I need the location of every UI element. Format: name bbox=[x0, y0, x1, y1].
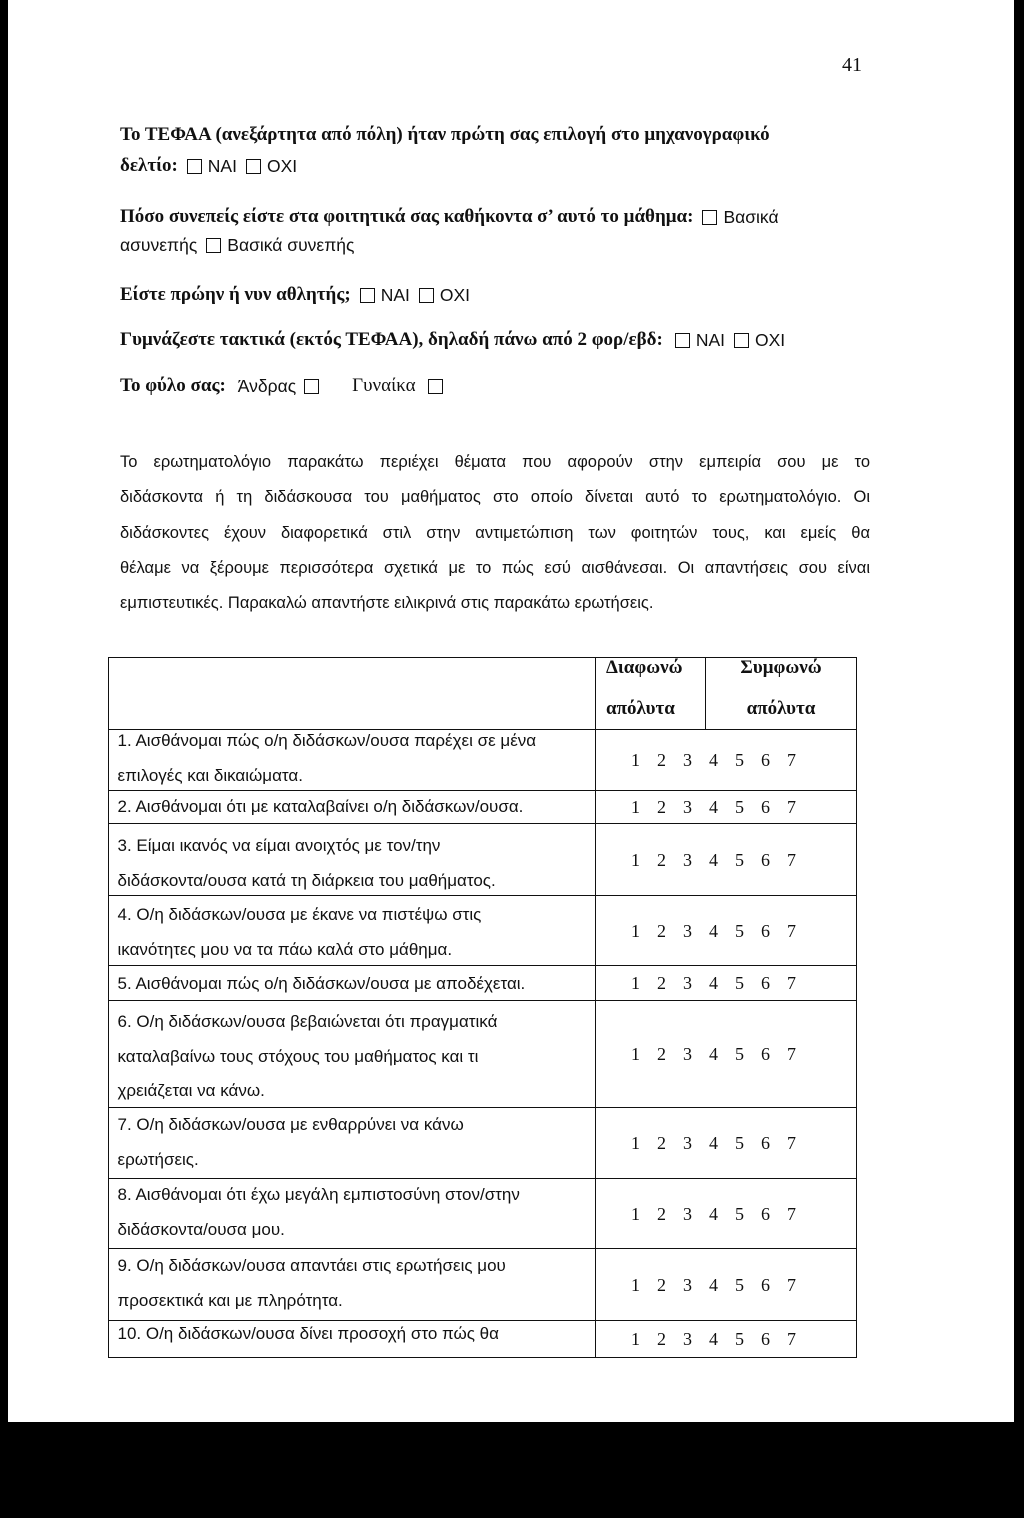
question-consistency bbox=[120, 205, 779, 229]
checkbox-no bbox=[734, 333, 749, 348]
rating-scale-value: 1 bbox=[631, 750, 640, 770]
option-no-label: ΟΧΙ bbox=[266, 156, 298, 176]
question-label: Είστε πρώην ή νυν αθλητής; bbox=[120, 284, 351, 305]
rating-scale-value: 7 bbox=[787, 1203, 796, 1224]
statement-text-line: ερωτήσεις. bbox=[117, 1149, 199, 1169]
checkbox-female bbox=[428, 379, 443, 394]
rating-scale-value: 3 bbox=[683, 1203, 692, 1224]
rating-scale-value: 7 bbox=[787, 1044, 796, 1064]
question-label: Το ΤΕΦΑΑ (ανεξάρτητα από πόλη) ήταν πρώτη σας επιλογή στο μηχανογραφικό bbox=[120, 124, 770, 145]
rating-scale-value: 6 bbox=[761, 1133, 770, 1153]
statement-text bbox=[118, 898, 596, 967]
rating-scale-value: 5 bbox=[735, 797, 744, 817]
rating-scale-value: 2 bbox=[657, 920, 666, 941]
rating-scale-value: 4 bbox=[709, 1133, 718, 1153]
question-first-choice bbox=[120, 123, 770, 147]
rating-scale-value: 1 bbox=[631, 1203, 640, 1224]
rating-scale-value: 1 bbox=[631, 1329, 640, 1349]
rating-scale-value: 6 bbox=[761, 973, 770, 993]
statement-text bbox=[118, 829, 596, 898]
rating-scale-value: 5 bbox=[735, 973, 744, 993]
table-row bbox=[109, 823, 856, 895]
header-disagree-line: Διαφωνώ bbox=[606, 657, 683, 678]
rating-scale-value: 4 bbox=[709, 920, 718, 941]
option-inconsistent-label: Βασικά bbox=[723, 207, 779, 227]
option-yes-label: ΝΑΙ bbox=[695, 330, 725, 350]
statement-cell bbox=[109, 896, 596, 965]
rating-scale-value: 2 bbox=[657, 1274, 666, 1295]
checkbox-male bbox=[304, 379, 319, 394]
statement-text bbox=[118, 1249, 596, 1318]
rating-scale-value: 6 bbox=[761, 920, 770, 941]
rating-table bbox=[108, 657, 857, 1358]
table-row bbox=[109, 1178, 856, 1248]
statement-cell bbox=[109, 1179, 596, 1248]
question-regular-exercise bbox=[120, 328, 785, 352]
rating-scale-value: 5 bbox=[735, 920, 744, 941]
rating-scale-value: 2 bbox=[657, 973, 666, 993]
rating-scale-value: 4 bbox=[709, 1329, 718, 1349]
rating-scale-value: 1 bbox=[631, 1133, 640, 1153]
rating-scale-value: 3 bbox=[683, 1133, 692, 1153]
rating-scale-value: 6 bbox=[761, 1274, 770, 1295]
option-female-label: Γυναίκα bbox=[352, 375, 416, 396]
question-athlete bbox=[120, 283, 470, 307]
checkbox-yes bbox=[187, 159, 202, 174]
statement-cell bbox=[109, 824, 596, 895]
rating-scale-value: 1 bbox=[631, 1044, 640, 1064]
header-scale-cell bbox=[596, 658, 856, 729]
checkbox-yes bbox=[675, 333, 690, 348]
question-gender bbox=[120, 374, 449, 398]
rating-scale-value: 2 bbox=[657, 797, 666, 817]
option-yes-label: ΝΑΙ bbox=[380, 285, 410, 305]
rating-scale-value: 2 bbox=[657, 1329, 666, 1349]
rating-scale-value: 7 bbox=[787, 849, 796, 870]
rating-scale-value: 7 bbox=[787, 973, 796, 993]
rating-scale-cell bbox=[596, 1249, 856, 1320]
statement-text-line: χρειάζεται να κάνω. bbox=[117, 1081, 265, 1100]
table-header-row bbox=[109, 658, 856, 729]
rating-scale-value: 5 bbox=[735, 1044, 744, 1064]
rating-scale-value: 3 bbox=[683, 849, 692, 870]
statement-text-line: επιλογές και δικαιώματα. bbox=[117, 765, 303, 785]
statement-text bbox=[118, 724, 596, 793]
table-row bbox=[109, 1000, 856, 1107]
rating-scale-value: 3 bbox=[683, 750, 692, 770]
rating-scale-cell bbox=[596, 1179, 856, 1248]
header-disagree-line: απόλυτα bbox=[606, 698, 675, 719]
rating-scale-value: 7 bbox=[787, 920, 796, 941]
rating-scale-value: 6 bbox=[761, 750, 770, 770]
table-row bbox=[109, 1107, 856, 1178]
statement-cell bbox=[109, 966, 596, 1000]
rating-scale-value: 1 bbox=[631, 797, 640, 817]
table-row bbox=[109, 895, 856, 965]
rating-scale-value: 4 bbox=[709, 750, 718, 770]
option-consistent-label: Βασικά συνεπής bbox=[227, 235, 355, 255]
rating-scale-cell bbox=[596, 791, 856, 823]
rating-scale-value: 2 bbox=[657, 1133, 666, 1153]
statement-text-line: 4. Ο/η διδάσκων/ουσα με έκανε να πιστέψω στις bbox=[117, 905, 482, 924]
rating-scale-cell bbox=[596, 824, 856, 895]
rating-scale-value: 7 bbox=[787, 1133, 796, 1153]
statement-text-line: 9. Ο/η διδάσκων/ουσα απαντάει στις ερωτήσεις μου bbox=[117, 1256, 506, 1275]
rating-scale-value: 4 bbox=[709, 1044, 718, 1064]
rating-scale-value: 3 bbox=[683, 920, 692, 941]
rating-scale-value: 1 bbox=[631, 973, 640, 993]
rating-scale-value: 5 bbox=[735, 1203, 744, 1224]
rating-scale-value: 3 bbox=[683, 1329, 692, 1349]
table-row bbox=[109, 729, 856, 790]
header-statement-cell bbox=[109, 658, 596, 729]
rating-scale-cell bbox=[596, 966, 856, 1000]
table-row bbox=[109, 1248, 856, 1320]
rating-scale-value: 4 bbox=[709, 1203, 718, 1224]
statement-text-line: καταλαβαίνω τους στόχους του μαθήματος και τι bbox=[117, 1046, 479, 1066]
option-no-label: ΟΧΙ bbox=[755, 330, 786, 350]
instructions-line: διδάσκοντες έχουν διαφορετικά στιλ στην αντιμετώπιση των φοιτητών τους, και εμείς θα bbox=[120, 524, 870, 542]
header-disagree-cell bbox=[596, 658, 706, 729]
checkbox-consistent bbox=[206, 238, 221, 253]
question-label: Γυμνάζεστε τακτικά (εκτός ΤΕΦΑΑ), δηλαδή πάνω από 2 φορ/εβδ: bbox=[120, 329, 663, 350]
option-male-label: Άνδρας bbox=[237, 376, 297, 396]
table-row bbox=[109, 1320, 856, 1357]
rating-scale-value: 6 bbox=[761, 797, 770, 817]
table-row bbox=[109, 790, 856, 823]
rating-scale-value: 1 bbox=[631, 849, 640, 870]
rating-scale-value: 7 bbox=[787, 750, 796, 770]
rating-scale-value: 6 bbox=[761, 1044, 770, 1064]
header-agree-line: απόλυτα bbox=[746, 698, 816, 719]
statement-cell bbox=[109, 1249, 596, 1320]
rating-scale-value: 7 bbox=[787, 1274, 796, 1295]
rating-scale-value: 3 bbox=[683, 973, 692, 993]
rating-scale-value: 6 bbox=[761, 849, 770, 870]
header-agree-cell bbox=[706, 658, 856, 729]
rating-scale-cell bbox=[596, 896, 856, 965]
question-label: δελτίο: bbox=[120, 155, 178, 176]
rating-scale-value: 4 bbox=[709, 973, 718, 993]
header-agree-line: Συμφωνώ bbox=[740, 657, 822, 678]
option-no-label: ΟΧΙ bbox=[439, 285, 471, 305]
rating-scale-value: 5 bbox=[735, 1274, 744, 1295]
rating-scale-value: 5 bbox=[735, 750, 744, 770]
statement-cell bbox=[109, 1001, 596, 1107]
rating-scale-value: 4 bbox=[709, 849, 718, 870]
rating-scale-value: 4 bbox=[709, 1274, 718, 1295]
statement-text-line: 6. Ο/η διδάσκων/ουσα βεβαιώνεται ότι πραγματικά bbox=[117, 1012, 498, 1031]
statement-cell bbox=[109, 730, 596, 790]
statement-text bbox=[118, 1005, 596, 1109]
rating-scale-value: 3 bbox=[683, 1274, 692, 1295]
statement-text-line: ικανότητες μου να τα πάω καλά στο μάθημα. bbox=[117, 939, 453, 959]
rating-scale-value: 6 bbox=[761, 1203, 770, 1224]
rating-scale-value: 2 bbox=[657, 1044, 666, 1064]
question-first-choice-answers bbox=[120, 154, 297, 178]
statement-text-line: 7. Ο/η διδάσκων/ουσα με ενθαρρύνει να κάνω bbox=[117, 1115, 464, 1134]
statement-cell bbox=[109, 791, 596, 823]
statement-text bbox=[118, 1108, 596, 1177]
rating-scale-value: 2 bbox=[657, 849, 666, 870]
checkbox-yes bbox=[360, 288, 375, 303]
rating-scale-value: 5 bbox=[735, 849, 744, 870]
statement-text bbox=[118, 1317, 596, 1352]
instructions-line: διδάσκοντα ή τη διδάσκουσα του μαθήματος στο οποίο δίνεται αυτό το ερωτηματολόγιο. Οι bbox=[120, 488, 870, 506]
rating-scale-cell bbox=[596, 1108, 856, 1178]
table-row bbox=[109, 965, 856, 1000]
statement-cell bbox=[109, 1108, 596, 1178]
instructions-line: εμπιστευτικές. Παρακαλώ απαντήστε ειλικρινά στις παρακάτω ερωτήσεις. bbox=[120, 594, 654, 612]
rating-scale-value: 4 bbox=[709, 797, 718, 817]
statement-text-line: 8. Αισθάνομαι ότι έχω μεγάλη εμπιστοσύνη στον/στην bbox=[117, 1185, 520, 1204]
instructions-line: Το ερωτηματολόγιο παρακάτω περιέχει θέματα που αφορούν στην εμπειρία σου με το bbox=[120, 453, 870, 471]
checkbox-inconsistent bbox=[702, 210, 717, 225]
rating-scale-value: 2 bbox=[657, 1203, 666, 1224]
statement-text bbox=[118, 790, 596, 825]
checkbox-no bbox=[246, 159, 261, 174]
rating-scale-value: 3 bbox=[683, 797, 692, 817]
statement-text-line: 1. Αισθάνομαι πώς ο/η διδάσκων/ουσα παρέχει σε μένα bbox=[117, 731, 537, 750]
statement-text-line: 5. Αισθάνομαι πώς ο/η διδάσκων/ουσα με αποδέχεται. bbox=[117, 974, 526, 993]
statement-text bbox=[118, 967, 596, 1002]
question-label: Το φύλο σας: bbox=[120, 375, 226, 396]
option-yes-label: ΝΑΙ bbox=[207, 156, 237, 176]
rating-scale-value: 7 bbox=[787, 797, 796, 817]
rating-scale-value: 5 bbox=[735, 1133, 744, 1153]
rating-scale-value: 2 bbox=[657, 750, 666, 770]
rating-scale-value: 1 bbox=[631, 1274, 640, 1295]
rating-scale-cell bbox=[596, 1321, 856, 1357]
question-label: Πόσο συνεπείς είστε στα φοιτητικά σας καθήκοντα σ’ αυτό το μάθημα: bbox=[120, 206, 694, 227]
statement-text-line: προσεκτικά και με πληρότητα. bbox=[117, 1290, 343, 1310]
statement-cell bbox=[109, 1321, 596, 1357]
statement-text-line: 10. Ο/η διδάσκων/ουσα δίνει προσοχή στο πώς θα bbox=[117, 1324, 499, 1343]
statement-text-line: 2. Αισθάνομαι ότι με καταλαβαίνει ο/η διδάσκων/ουσα. bbox=[117, 797, 524, 816]
instructions-line: θέλαμε να ξέρουμε περισσότερα σχετικά με το πώς εσύ αισθάνεσαι. Οι απαντήσεις σου είναι bbox=[120, 559, 870, 577]
rating-scale-value: 3 bbox=[683, 1044, 692, 1064]
statement-text bbox=[118, 1178, 596, 1247]
statement-text-line: διδάσκοντα/ουσα μου. bbox=[117, 1219, 285, 1239]
checkbox-no bbox=[419, 288, 434, 303]
question-consistency-answers bbox=[120, 233, 354, 257]
statement-text-line: 3. Είμαι ικανός να είμαι ανοιχτός με τον/την bbox=[117, 836, 441, 855]
statement-text-line: διδάσκοντα/ουσα κατά τη διάρκεια του μαθήματος. bbox=[117, 870, 496, 890]
rating-scale-cell bbox=[596, 730, 856, 790]
option-inconsistent-label-cont: ασυνεπής bbox=[120, 235, 198, 255]
page-number: 41 bbox=[842, 54, 862, 76]
rating-scale-value: 7 bbox=[787, 1329, 796, 1349]
rating-scale-value: 1 bbox=[631, 920, 640, 941]
rating-scale-cell bbox=[596, 1001, 856, 1107]
rating-scale-value: 5 bbox=[735, 1329, 744, 1349]
rating-scale-value: 6 bbox=[761, 1329, 770, 1349]
